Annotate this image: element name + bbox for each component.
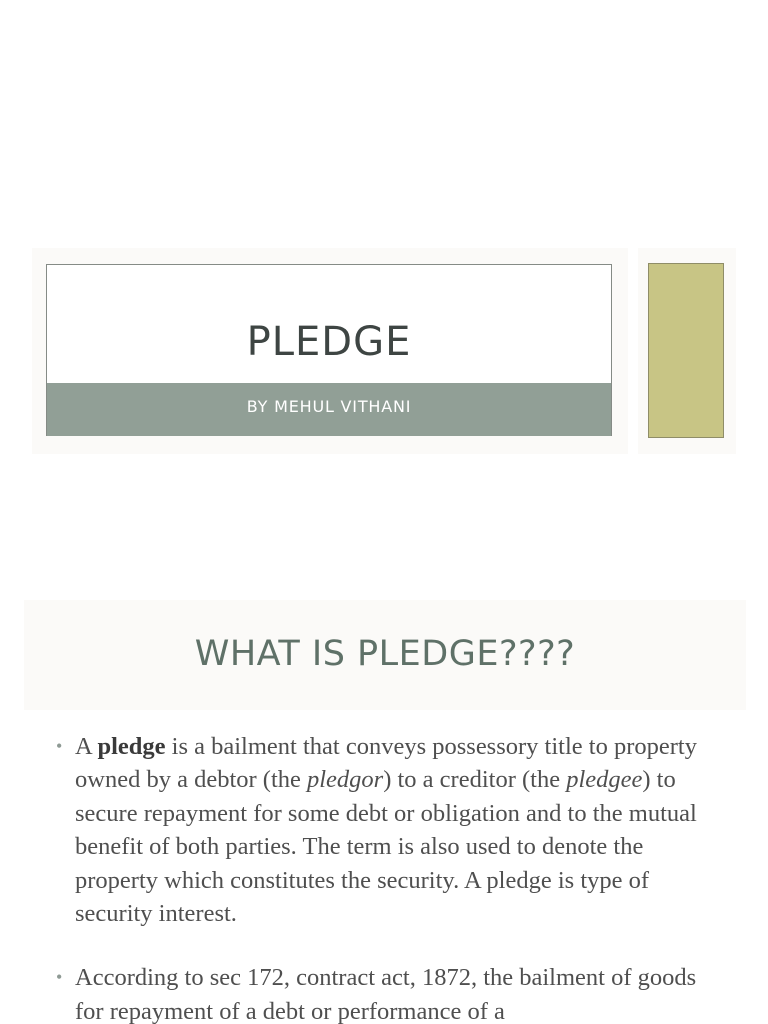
italic-term: pledgee [566,766,643,794]
accent-block [648,263,724,438]
bullet-text: is a bailment that conveys possessory title to property owned by a debtor (the [75,733,697,794]
bullet-text: ) to a creditor (the [383,766,567,794]
title-box [46,264,612,436]
bold-term: pledge [97,733,166,760]
slide-heading: WHAT IS PLEDGE???? [194,634,576,674]
subtitle-band [47,383,611,436]
bullet-item [54,730,724,930]
bullet-text: According to sec 172, contract act, 1872, the bailment of goods for repayment of a debt or performance of a [75,964,697,1024]
italic-term: pledgor [307,766,384,794]
bullet-text: A [75,733,98,760]
slide-content [54,730,724,1024]
bullet-icon: • [56,967,63,988]
title-slide [32,248,736,456]
bullet-text: ) to secure repayment for some debt or obligation and to the mutual benefit of both parties. The term is also used to denote the property which constitutes the security. A pledge is type of security interest. [75,766,697,928]
slide-title: PLEDGE [246,319,412,365]
slide-subtitle: BY MEHUL VITHANI [246,397,412,416]
heading-panel [24,600,746,710]
bullet-icon: • [56,736,63,756]
bullet-item [54,961,724,1024]
